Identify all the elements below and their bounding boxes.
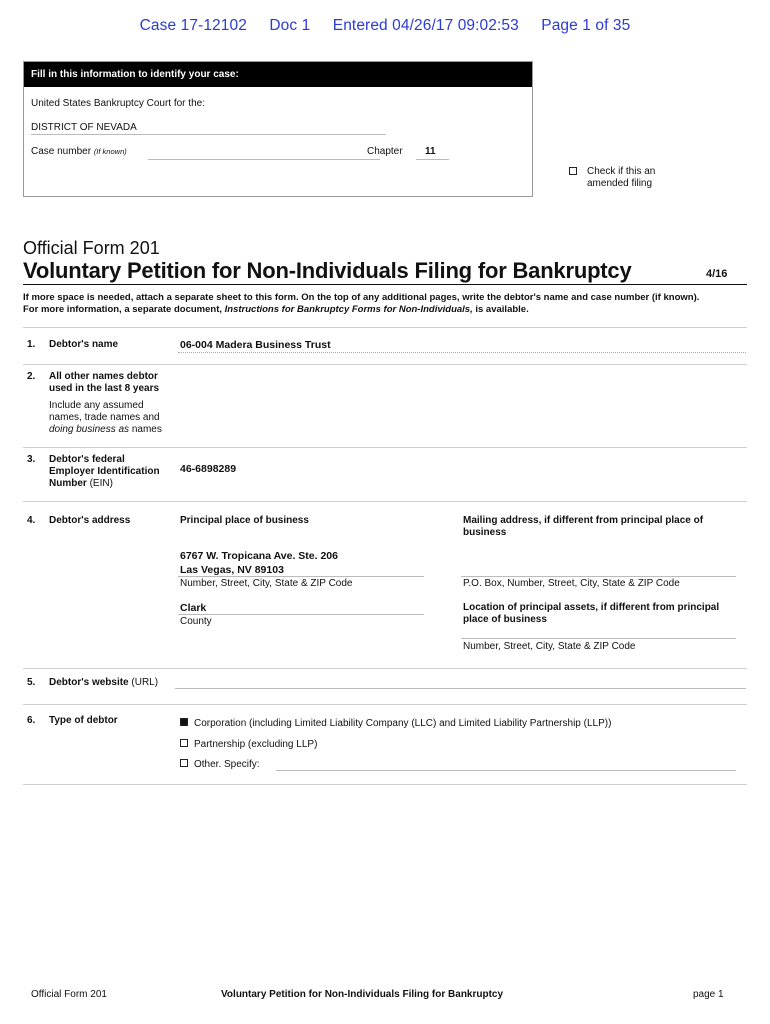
district-field[interactable]: DISTRICT OF NEVADA xyxy=(31,122,137,133)
q2-number: 2. xyxy=(27,371,36,382)
q6-label: Type of debtor xyxy=(49,715,118,726)
section-divider xyxy=(23,327,747,328)
principal-assets-caption: Number, Street, City, State & ZIP Code xyxy=(463,641,636,652)
ein-field[interactable]: 46-6898289 xyxy=(180,463,237,475)
q6-number: 6. xyxy=(27,715,36,726)
chapter-underline xyxy=(416,159,449,160)
footer-form-title: Voluntary Petition for Non-Individuals Filing for Bankruptcy xyxy=(221,989,504,1000)
q5-label xyxy=(49,677,174,689)
county-field[interactable]: Clark xyxy=(180,602,207,614)
form-title: Voluntary Petition for Non-Individuals Filing for Bankruptcy xyxy=(23,258,632,283)
debtor-type-other[interactable] xyxy=(180,759,260,770)
section-divider xyxy=(23,364,747,365)
partnership-checkbox[interactable] xyxy=(180,739,188,747)
q1-number: 1. xyxy=(27,339,36,350)
q2-help-c: names xyxy=(129,424,162,435)
case-number-label-text: Case number xyxy=(31,146,92,157)
corporation-label: Corporation (including Limited Liability Company (LLC) and Limited Liability Partnership (LLP)) xyxy=(194,718,612,729)
mailing-address-caption: P.O. Box, Number, Street, City, State & ZIP Code xyxy=(463,578,680,589)
title-divider xyxy=(23,284,747,285)
principal-assets-field[interactable] xyxy=(461,638,736,639)
section-divider xyxy=(23,447,747,448)
website-field[interactable] xyxy=(175,688,746,689)
q3-label xyxy=(49,454,167,490)
instructions-line-1: If more space is needed, attach a separate sheet to this form. On the top of any additional pages, write the debtor's name and case number (if known). xyxy=(23,292,700,303)
amended-filing-checkbox[interactable] xyxy=(569,167,577,175)
principal-address-line-2[interactable]: Las Vegas, NV 89103 xyxy=(180,564,284,576)
form-instructions xyxy=(23,292,747,316)
other-label: Other. Specify: xyxy=(194,759,260,770)
court-label: United States Bankruptcy Court for the: xyxy=(31,98,205,109)
county-caption: County xyxy=(180,616,212,627)
other-specify-field[interactable] xyxy=(276,770,736,771)
chapter-label: Chapter xyxy=(367,146,403,157)
principal-address-caption: Number, Street, City, State & ZIP Code xyxy=(180,578,353,589)
instructions-2c: is available. xyxy=(472,304,529,315)
case-number-field[interactable] xyxy=(148,159,380,160)
court-filing-stamp xyxy=(0,17,770,35)
q2-help-a: Include any assumed names, trade names and xyxy=(49,400,160,423)
case-number-label xyxy=(31,146,127,157)
instructions-doc-title: Instructions for Bankruptcy Forms for Non-Individuals, xyxy=(224,304,473,315)
principal-address-line-1[interactable]: 6767 W. Tropicana Ave. Ste. 206 xyxy=(180,550,338,562)
form-number: Official Form 201 xyxy=(23,238,160,258)
q4-number: 4. xyxy=(27,515,36,526)
case-number-hint: (If known) xyxy=(93,147,127,156)
county-underline xyxy=(178,614,424,615)
district-underline xyxy=(31,134,386,135)
mailing-address-heading: Mailing address, if different from principal place of business xyxy=(463,515,704,538)
section-divider xyxy=(23,784,747,785)
case-identification-box xyxy=(23,61,533,197)
section-divider xyxy=(23,704,747,705)
corporation-checkbox[interactable] xyxy=(180,718,188,726)
q5-label-text: Debtor's website xyxy=(49,677,129,688)
stamp-page: Page 1 of 35 xyxy=(541,17,631,34)
stamp-entered: Entered 04/26/17 09:02:53 xyxy=(332,17,519,34)
q1-label: Debtor's name xyxy=(49,339,119,350)
form-version: 4/16 xyxy=(706,268,728,280)
debtor-name-field[interactable]: 06-004 Madera Business Trust xyxy=(180,339,331,351)
identification-header: Fill in this information to identify your case: xyxy=(24,62,532,87)
q2-help-b: doing business as xyxy=(49,424,130,435)
instructions-line-2 xyxy=(23,304,747,316)
q3-number: 3. xyxy=(27,454,36,465)
other-checkbox[interactable] xyxy=(180,759,188,767)
footer-page-number: page 1 xyxy=(693,989,724,1000)
q3-label-a: Debtor's federal Employer Identification Number xyxy=(49,454,160,489)
footer-form-number: Official Form 201 xyxy=(31,989,107,1000)
stamp-case: Case 17-12102 xyxy=(139,17,247,34)
debtor-name-underline xyxy=(178,352,746,353)
debtor-type-partnership[interactable] xyxy=(180,739,317,750)
q5-number: 5. xyxy=(27,677,36,688)
principal-assets-heading: Location of principal assets, if different from principal place of business xyxy=(463,602,720,625)
amended-filing-label: Check if this an amended filing xyxy=(587,166,656,189)
q5-label-suffix: (URL) xyxy=(128,677,159,688)
instructions-2a: For more information, a separate document, xyxy=(23,304,225,315)
principal-place-heading: Principal place of business xyxy=(180,515,309,526)
section-divider xyxy=(23,668,747,669)
q2-label: All other names debtor used in the last 8 years xyxy=(49,371,160,394)
debtor-type-corporation[interactable] xyxy=(180,718,611,729)
mailing-address-field[interactable] xyxy=(461,576,736,577)
principal-address-underline xyxy=(178,576,424,577)
partnership-label: Partnership (excluding LLP) xyxy=(194,739,318,750)
section-divider xyxy=(23,501,747,502)
chapter-field[interactable]: 11 xyxy=(425,146,436,157)
stamp-doc: Doc 1 xyxy=(269,17,311,34)
q3-label-b: (EIN) xyxy=(86,478,113,489)
q4-label: Debtor's address xyxy=(49,515,131,526)
q2-help xyxy=(49,400,169,436)
